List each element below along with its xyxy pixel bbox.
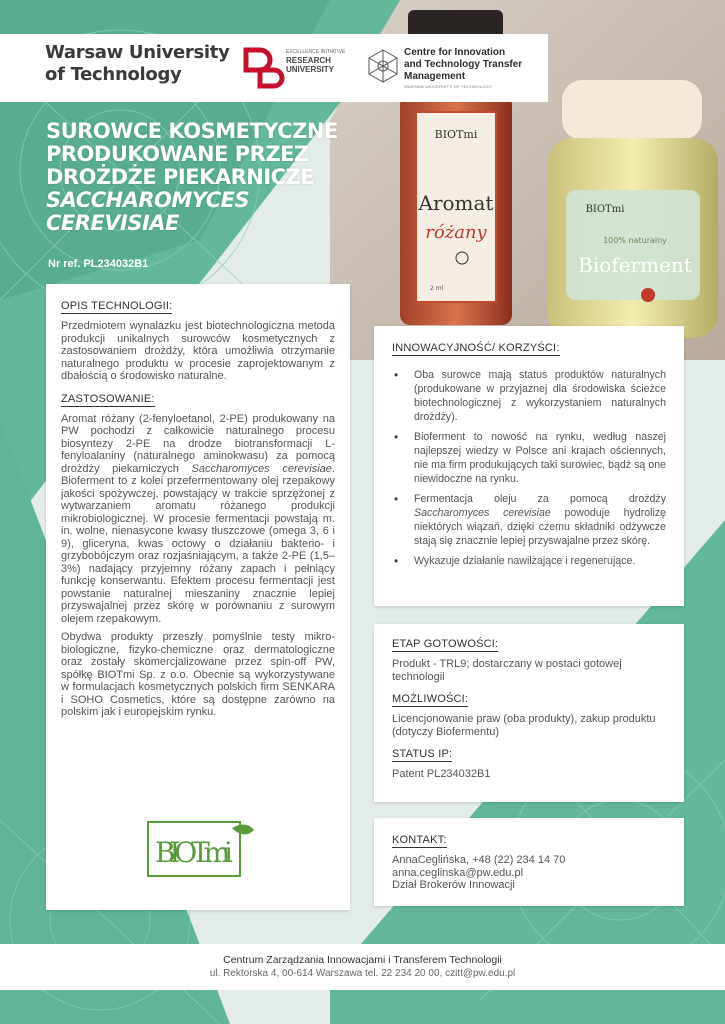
list-item: • Bioferment to nowość na rynku, według naszej najlepszej wiedzy w Polsce ani krajach ościennych, nie ma firm produkujących taki surowiec, bądź są one niewidoczne na rynku. <box>392 430 666 486</box>
cittm-line3: Management <box>404 71 466 82</box>
cittm-name <box>404 47 544 91</box>
title-line3: DROŻDŻE PIEKARNICZE <box>46 165 315 189</box>
university-line2: of Technology <box>45 64 182 85</box>
title-line5: CEREVISIAE <box>46 211 179 235</box>
zastosowanie-paragraph1 <box>61 413 335 626</box>
contact-person: AnnaCeglińska, +48 (22) 234 14 70 <box>392 854 566 866</box>
footer <box>0 944 725 990</box>
university-line1: Warsaw University <box>45 42 230 63</box>
bottle2-tagline: 100% naturalny <box>603 236 667 245</box>
mozliwosci-section <box>392 689 666 738</box>
opis-text: Przedmiotem wynalazku jest biotechnologiczna metoda produkcji unikalnych surowców kosmetycznych z zastosowaniem drożdży, która umożliwia otrzymanie naturalnego produktu w procesie zaprojektowanym z dbałością o środowisko naturalne. <box>61 320 335 382</box>
benefits-list <box>392 368 666 568</box>
title-line1: SUROWCE KOSMETYCZNE <box>46 119 338 143</box>
zastosowanie-p1-a: Aromat różany (2-fenyloetanol, 2-PE) produkowany na PW pochodzi z całkowicie naturalnego procesu biosyntezy 2-PE na drodze biotransformacji L-fenyloalaniny (naturalnego aminokwasu) za pomocą drożdży piekarniczych <box>61 412 335 475</box>
innowacyjnosc-heading: INNOWACYJNOŚĆ/ KORZYŚCI: <box>392 342 560 354</box>
mozliwosci-heading: MOŻLIWOŚCI: <box>392 693 469 705</box>
benefit3-a: Fermentacja oleju za pomocą drożdży <box>414 493 666 505</box>
bottle2-name: Bioferment <box>578 253 692 277</box>
etap-heading: ETAP GOTOWOŚCI: <box>392 638 499 650</box>
reference-number: Nr ref. PL234032B1 <box>48 258 149 270</box>
status-heading: STATUS IP: <box>392 748 453 760</box>
eib-small: EXCELLENCE INITIATIVE <box>286 49 346 55</box>
list-item: • Wykazuje działanie nawilżające i regenerujące. <box>392 554 666 568</box>
title-line4: SACCHAROMYCES <box>46 188 250 212</box>
benefit3-b: powoduje hydrolizę niektórych wiązań, dzięki czemu składniki odżywcze stają się znacznie lepiej przyswajalne przez skórę. <box>414 507 667 547</box>
bottle1-name-line1: Aromat <box>418 191 494 215</box>
zastosowanie-p1-b: . Bioferment to z kolei przefermentowany olej rzepakowy jakości spożywczej, powstający w trakcie sprzężonej z wytwarzaniem aromatu różanego produkcji mikrobiologicznej. W procesie fermentacji powstają m. in. wolne, nienasycone kwasy tłuszczowe (omega 3, 6 i 9), gliceryna, kwas octowy o działaniu bakterio- i grzybobójczym oraz rozjaśniającym, a także 2-PE (1,5–3%) nadający przyjemny różany zapach i pełniący funkcję konserwantu. Efektem procesu fermentacji jest powstanie naturalnej mieszaniny znacznie lepiej przyswajalnej przez skórę w porównaniu z surowym olejem rzepakowym. <box>61 462 335 625</box>
list-item <box>392 492 666 548</box>
bottle1-volume: 2 ml <box>430 285 444 292</box>
opis-heading: OPIS TECHNOLOGII: <box>61 300 173 312</box>
bottle2-brand: BIOTmi <box>585 204 625 215</box>
readiness-card <box>374 624 684 802</box>
kontakt-heading: KONTAKT: <box>392 834 447 846</box>
etap-section <box>392 634 666 683</box>
zastosowanie-p1-italic: Saccharomyces cerevisiae <box>191 462 332 475</box>
footer-org: Centrum Zarządzania Innowacjami i Transferem Technologii <box>223 954 502 966</box>
header-bar <box>0 34 548 102</box>
status-section <box>392 744 666 781</box>
technology-description-card <box>46 284 350 910</box>
footer-address: ul. Rektorska 4, 00-614 Warszawa tel. 22 234 20 00, czitt@pw.edu.pl <box>209 968 516 979</box>
status-text: Patent PL234032B1 <box>392 768 491 780</box>
rose-flower-icon <box>641 288 655 302</box>
innovation-benefits-card <box>374 326 684 606</box>
zastosowanie-heading: ZASTOSOWANIE: <box>61 392 155 405</box>
etap-text: Produkt - TRL9; dostarczany w postaci gotowej technologii <box>392 658 622 683</box>
page-title <box>46 120 376 235</box>
university-name <box>45 42 235 86</box>
contact-email[interactable]: anna.ceglinska@pw.edu.pl <box>392 866 524 879</box>
cittm-sub: WARSAW UNIVERSITY OF TECHNOLOGY <box>404 84 493 89</box>
eib-line1: RESEARCH <box>286 56 331 65</box>
research-university-text <box>286 48 366 74</box>
leaf-icon <box>232 824 254 834</box>
contact-card <box>374 818 684 906</box>
biotmi-logo-text: BIOTmi <box>155 836 233 869</box>
title-line2: PRODUKOWANE PRZEZ <box>46 142 309 166</box>
bottle1-name-line2: różany <box>425 222 487 243</box>
zastosowanie-paragraph2: Obydwa produkty przeszły pomyślnie testy mikro-biologiczne, fizyko-chemiczne oraz dermatologiczne oraz zostały skomercjalizowane przez spin-off PW, spółkę BIOTmi Sp. z o.o. Obecnie są wykorzystywane w formulacjach kosmetycznych polskich firm SENKARA i SOHO Cosmetics, które są dostępne zarówno na polskim jak i europejskim rynku. <box>61 631 335 718</box>
cittm-line2: and Technology Transfer <box>404 59 523 70</box>
contact-department: Dział Brokerów Innowacji <box>392 879 515 891</box>
list-item: • Oba surowce mają status produktów naturalnych (produkowane w przyjaznej dla środowiska ścieżce biotechnologicznej z wykorzystaniem naturalnych drożdży). <box>392 368 666 424</box>
bottle1-brand: BIOTmi <box>434 128 478 141</box>
benefit3-italic: Saccharomyces cerevisiae <box>414 507 551 519</box>
cittm-logo-icon <box>366 48 400 84</box>
eib-line2: UNIVERSITY <box>286 65 335 74</box>
mozliwosci-text: Licencjonowanie praw (oba produkty), zakup produktu (dotyczy Biofermentu) <box>392 713 656 738</box>
biotmi-logo <box>146 818 258 880</box>
cittm-line1: Centre for Innovation <box>404 47 506 58</box>
